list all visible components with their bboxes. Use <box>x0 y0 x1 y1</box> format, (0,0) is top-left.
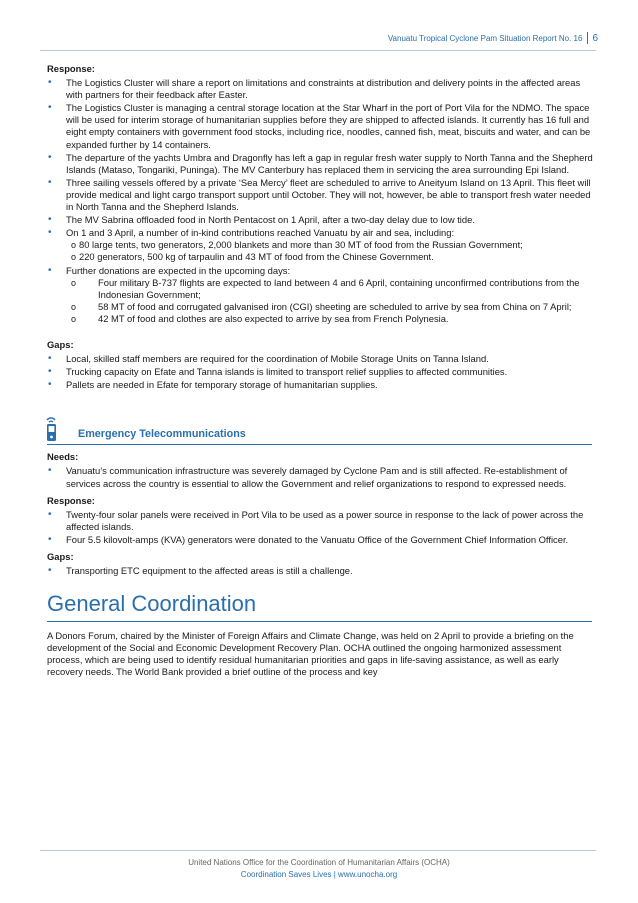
list-item: • Local, skilled staff members are required for the coordination of Mobile Storage Units on Tanna Island. <box>47 353 595 365</box>
list-item: • The Logistics Cluster is managing a central storage location at the Star Wharf in the port of Port Vila for the NDMO. The space will be used for interim storage of humanitarian supplies before they are shipped to affected islands. It currently has 16 full and eight empty containers with government food stocks, including rice, noodles, canned fish, meat, biscuits and water, and can be expanded further by 14 containers. <box>47 102 595 150</box>
etc-gaps-label: Gaps: <box>47 551 74 562</box>
list-item <box>47 265 595 325</box>
inkind-intro: On 1 and 3 April, a number of in-kind contributions reached Vanuatu by air and sea, including: <box>66 227 455 239</box>
general-coordination-rule <box>47 621 592 622</box>
list-item: • Three sailing vessels offered by a private ‘Sea Mercy’ fleet are scheduled to arrive to Aneityum Island on 13 April. This fleet will provide medical and light cargo transport support until October. They will not, however, be able to transport fresh water needed in North Tanna and the Shepherd Islands. <box>47 177 595 213</box>
list-item: • Pallets are needed in Efate for temporary storage of humanitarian supplies. <box>47 379 595 391</box>
header-separator <box>587 32 588 44</box>
list-item: • Vanuatu’s communication infrastructure was severely damaged by Cyclone Pam and is still affected. Re-establishment of services across the country is essential to allow the Government and relief organizations to respond to expressed needs. <box>47 465 595 489</box>
etc-gaps-list <box>47 565 595 577</box>
general-coordination-paragraph: A Donors Forum, chaired by the Minister of Foreign Affairs and Climate Change, was held on 2 April to provide a briefing on the development of the Social and Economic Development Recovery Plan. OCHA outlined the ongoing harmonized assessment process, which are being used to identify residual humanitarian priorities and gaps in life-saving assistance, as well as early recovery needs. The World Bank provided a brief outline of the process and key <box>47 630 574 678</box>
donations-intro: Further donations are expected in the upcoming days: <box>66 264 291 276</box>
sub-list-item: o 220 generators, 500 kg of tarpaulin and 43 MT of food from the Chinese Government. <box>66 251 595 263</box>
list-item: • Twenty-four solar panels were received in Port Vila to be used as a power source in response to the lack of power across the affected islands. <box>47 509 595 533</box>
list-item: • The MV Sabrina offloaded food in North Pentacost on 1 April, after a two-day delay due to low tide. <box>47 214 595 226</box>
page-number: 6 <box>592 32 598 44</box>
report-title: Vanuatu Tropical Cyclone Pam Situation Report No. 16 <box>387 33 583 43</box>
etc-needs-list <box>47 465 595 489</box>
sub-list-item: o 42 MT of food and clothes are also expected to arrive by sea from French Polynesia. <box>66 313 595 325</box>
list-item <box>47 227 595 263</box>
footer-rule <box>40 850 596 851</box>
logistics-response-label: Response: <box>47 63 95 74</box>
general-coordination-heading: General Coordination <box>47 591 257 617</box>
etc-response-list <box>47 509 595 546</box>
logistics-gaps-list <box>47 353 595 391</box>
logistics-response-list <box>47 77 595 325</box>
page-content <box>47 63 595 679</box>
header-rule <box>40 50 596 51</box>
list-item: • Four 5.5 kilovolt-amps (KVA) generators were donated to the Vanuatu Office of the Government Chief Information Officer. <box>47 534 595 546</box>
list-item: • Transporting ETC equipment to the affected areas is still a challenge. <box>47 565 595 577</box>
etc-needs-label: Needs: <box>47 451 79 463</box>
sub-list-item: o Four military B-737 flights are expected to land between 4 and 6 April, containing unconfirmed contributions from the Indonesian Government; <box>66 277 595 301</box>
mobile-phone-signal-icon <box>44 414 64 442</box>
etc-section-rule <box>47 444 592 445</box>
page-header <box>388 31 598 45</box>
donations-sublist <box>66 277 595 325</box>
etc-response-label: Response: <box>47 494 95 506</box>
footer-org-line: United Nations Office for the Coordination of Humanitarian Affairs (OCHA) <box>188 858 450 867</box>
list-item: • The Logistics Cluster will share a report on limitations and constraints at distribution and delivery points in the affected areas with partners for their feedback after Easter. <box>47 77 595 101</box>
etc-section-title: Emergency Telecommunications <box>78 428 246 441</box>
sub-list-item: o 80 large tents, two generators, 2,000 blankets and more than 30 MT of food from the Russian Government; <box>66 239 595 251</box>
sub-list-item: o 58 MT of food and corrugated galvanised iron (CGI) sheeting are scheduled to arrive by sea from China on 7 April; <box>66 301 595 313</box>
list-item: • The departure of the yachts Umbra and Dragonfly has left a gap in regular fresh water supply to North Tanna and the Shepherd Islands (Mataso, Tongariki, Puninga). The MV Canterbury has replaced them in servicing the area surrounding Epi Island. <box>47 152 595 176</box>
page-footer <box>0 857 638 881</box>
footer-tagline: Coordination Saves Lives | www.unocha.org <box>240 870 398 879</box>
etc-section-header <box>47 414 595 442</box>
logistics-gaps-label: Gaps: <box>47 338 74 350</box>
list-item: • Trucking capacity on Efate and Tanna islands is limited to transport relief supplies to affected communities. <box>47 366 595 378</box>
inkind-sublist <box>66 239 595 263</box>
